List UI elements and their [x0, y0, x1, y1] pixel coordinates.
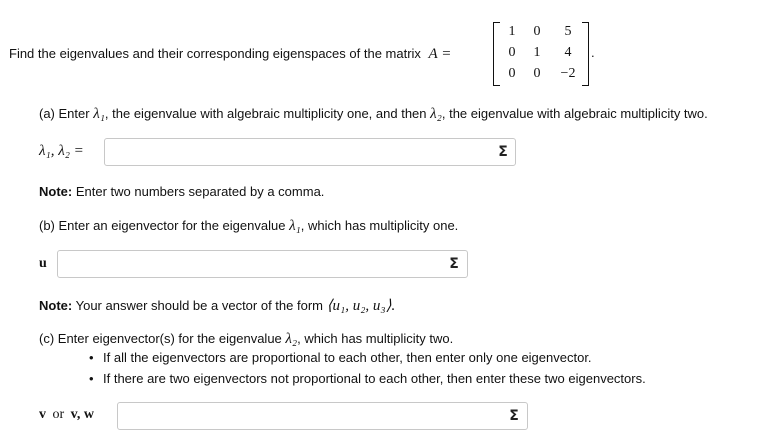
- sigma-icon[interactable]: Σ: [498, 144, 508, 160]
- lambda1-symbol: λ₁: [93, 106, 105, 122]
- matrix-period: .: [591, 45, 595, 60]
- bullet-item: • If all the eigenvectors are proportional to each other, then enter only one eigenvector.: [103, 350, 592, 365]
- matrix-cell: −2: [560, 66, 576, 81]
- part-b-text: (b) Enter an eigenvector for the eigenvalue: [39, 218, 286, 233]
- lambda1-symbol: λ₁: [289, 218, 301, 234]
- part-b-instruction: [39, 218, 458, 235]
- part-c-instruction: [39, 331, 453, 348]
- note-label: Note:: [39, 298, 73, 313]
- matrix-cell: 0: [533, 66, 541, 81]
- lambda2-symbol: λ₂: [285, 331, 298, 347]
- part-a-text: (a) Enter: [39, 106, 90, 121]
- part-b-text: , which has multiplicity one.: [300, 218, 459, 233]
- matrix-cell: 0: [508, 45, 516, 60]
- note-label: Note:: [39, 184, 73, 199]
- eigenvalues-input[interactable]: [104, 138, 516, 166]
- eigenvector-vw-label: [39, 407, 94, 423]
- part-a-text: , the eigenvalue with algebraic multiplicity two.: [441, 106, 708, 121]
- eigenvector-u-label: u: [39, 256, 47, 271]
- matrix-cell: 1: [533, 45, 541, 60]
- v-label: v: [39, 407, 46, 422]
- matrix-cell: 0: [533, 24, 541, 39]
- sigma-icon[interactable]: Σ: [449, 256, 459, 272]
- matrix-cell: 0: [508, 66, 516, 81]
- problem-statement: [9, 46, 451, 63]
- eigenvector-u-input[interactable]: [57, 250, 468, 278]
- part-b-note: [39, 296, 395, 315]
- matrix-cell: 4: [564, 45, 572, 60]
- vw-label: v, w: [70, 407, 95, 422]
- eigenvector-vw-input[interactable]: [117, 402, 528, 430]
- note-text: Your answer should be a vector of the form: [75, 298, 323, 313]
- matrix-left-bracket: [493, 22, 500, 86]
- matrix-cell: 1: [508, 24, 516, 39]
- note-text: Enter two numbers separated by a comma.: [75, 184, 325, 199]
- part-a-text: , the eigenvalue with algebraic multiplicity one, and then: [104, 106, 427, 121]
- lambda2-symbol: λ₂: [430, 106, 442, 122]
- problem-prompt: Find the eigenvalues and their corresponding eigenspaces of the matrix: [9, 46, 421, 61]
- matrix-right-bracket: [582, 22, 589, 86]
- vector-form: ⟨u₁, u₂, u₃⟩.: [326, 298, 396, 314]
- eigenvalues-input-label: λ₁, λ₂ =: [39, 143, 84, 159]
- part-c-text: , which has multiplicity two.: [297, 331, 454, 346]
- bullet-item: • If there are two eigenvectors not proportional to each other, then enter these two eigenvectors.: [103, 371, 646, 386]
- part-a-note: [39, 184, 324, 199]
- part-c-text: (c) Enter eigenvector(s) for the eigenvalue: [39, 331, 282, 346]
- sigma-icon[interactable]: Σ: [509, 408, 519, 424]
- matrix-symbol: A =: [428, 46, 452, 62]
- matrix-cell: 5: [564, 24, 572, 39]
- or-label: or: [52, 407, 65, 422]
- part-a-instruction: [39, 106, 708, 123]
